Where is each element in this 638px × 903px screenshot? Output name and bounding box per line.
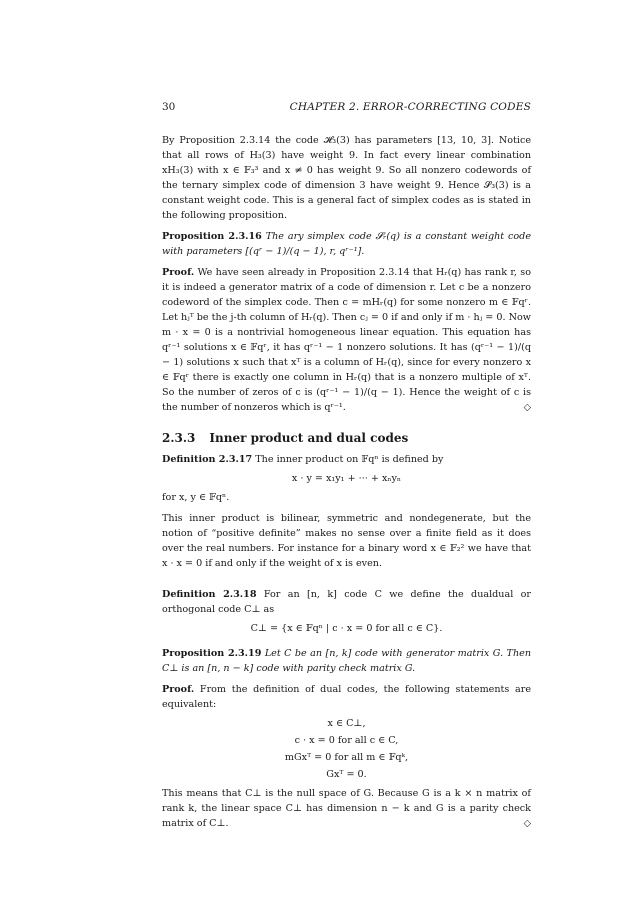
- prop-text: The ary simplex code 𝓢ᵣ(q) is a constant weight code with parameters [(qʳ − 1)/(q − 1), r, qʳ⁻¹].: [162, 231, 531, 257]
- chapter-title: CHAPTER 2. ERROR-CORRECTING CODES: [289, 101, 531, 113]
- paragraph-bilinear: This inner product is bilinear, symmetric and nondegenerate, but the notion of “positive definite” makes no sense over a finite field as it does over the real numbers. For instance for a binary word x ∈ 𝔽₂² we have that x · x = 0 if and only if the weight of x is even.: [162, 513, 531, 569]
- prop-text: Let C be an [n, k] code with generator matrix G. Then C⊥ is an [n, n − k] code with parity check matrix G.: [162, 648, 531, 674]
- proposition-2-3-16: [162, 229, 531, 259]
- proof-text: We have seen already in Proposition 2.3.14 that Hᵣ(q) has rank r, so it is indeed a generator matrix of a code of dimension r. Let c be a nonzero codeword of the simplex code. Then c = mHᵣ(q) for some nonzero m ∈ 𝔽qʳ. Let hⱼᵀ be the j-th column of Hᵣ(q). Then cⱼ = 0 if and only if m · hⱼ = 0. Now m · x = 0 is a nontrivial homogeneous linear equation. This equation has qʳ⁻¹ solutions x ∈ 𝔽qʳ, it has qʳ⁻¹ − 1 nonzero solutions. It has (qʳ⁻¹ − 1)/(q − 1) solutions x such that xᵀ is a column of Hᵣ(q), since for every nonzero x ∈ 𝔽qʳ there is exactly one column in Hᵣ(q) that is a nonzero multiple of xᵀ. So the number of zeros of c is (qʳ⁻¹ − 1)/(q − 1). Hence the weight of c is the number of nonzeros which is qʳ⁻¹.: [162, 267, 531, 413]
- definition-2-3-17: [162, 452, 531, 467]
- prop-label: Proposition 2.3.16: [162, 231, 262, 242]
- section-title: Inner product and dual codes: [209, 431, 409, 445]
- equation-line: Gxᵀ = 0.: [326, 769, 367, 780]
- equivalence-list: [162, 715, 531, 783]
- proof-label: Proof.: [162, 684, 195, 695]
- page-body: [162, 133, 531, 831]
- section-heading: [162, 431, 531, 446]
- proof-text: From the definition of dual codes, the following statements are equivalent:: [162, 684, 531, 710]
- page-number: 30: [162, 101, 176, 113]
- proof-2: [162, 682, 531, 712]
- def-text: The inner product on 𝔽qⁿ is defined by: [255, 454, 444, 465]
- paragraph-simplex-weight: By Proposition 2.3.14 the code 𝓗₃(3) has parameters [13, 10, 3]. Notice that all rows of H₃(3) have weight 9. In fact every linear combination xH₃(3) with x ∈ 𝔽₃³ and x ≠ 0 has weight 9. So all nonzero codewords of the ternary simplex code of dimension 3 have weight 9. Hence 𝓢₃(3) is a constant weight code. This is a general fact of simplex codes as is stated in the following proposition.: [162, 135, 531, 221]
- def-label: Definition 2.3.17: [162, 454, 253, 465]
- dual-code-equation: C⊥ = {x ∈ 𝔽qⁿ | c · x = 0 for all c ∈ C}.: [250, 623, 443, 634]
- prop-label: Proposition 2.3.19: [162, 648, 262, 659]
- proof-label: Proof.: [162, 267, 195, 278]
- def-label: Definition 2.3.18: [162, 589, 257, 600]
- definition-2-3-18: [162, 587, 531, 617]
- equation-line: mGxᵀ = 0 for all m ∈ 𝔽qᵏ,: [284, 752, 409, 763]
- paragraph-text: This means that C⊥ is the null space of G. Because G is a k × n matrix of rank k, the linear space C⊥ has dimension n − k and G is a parity check matrix of C⊥.: [162, 788, 531, 829]
- paragraph-null-space: [162, 786, 531, 831]
- equation-line: c · x = 0 for all c ∈ C,: [294, 735, 399, 746]
- running-header: [162, 101, 531, 115]
- proof-1: [162, 265, 531, 415]
- equation-line: x ∈ C⊥,: [327, 718, 366, 729]
- inner-product-equation: x · y = x₁y₁ + ··· + xₙyₙ: [291, 473, 402, 484]
- qed-symbol: ◇: [523, 818, 531, 829]
- proposition-2-3-19: [162, 646, 531, 676]
- qed-symbol: ◇: [523, 402, 531, 413]
- def-after: for x, y ∈ 𝔽qⁿ.: [162, 492, 230, 503]
- section-number: 2.3.3: [162, 431, 196, 445]
- def-text: For an [n, k] code C we define the dualdual or orthogonal code C⊥ as: [162, 589, 531, 615]
